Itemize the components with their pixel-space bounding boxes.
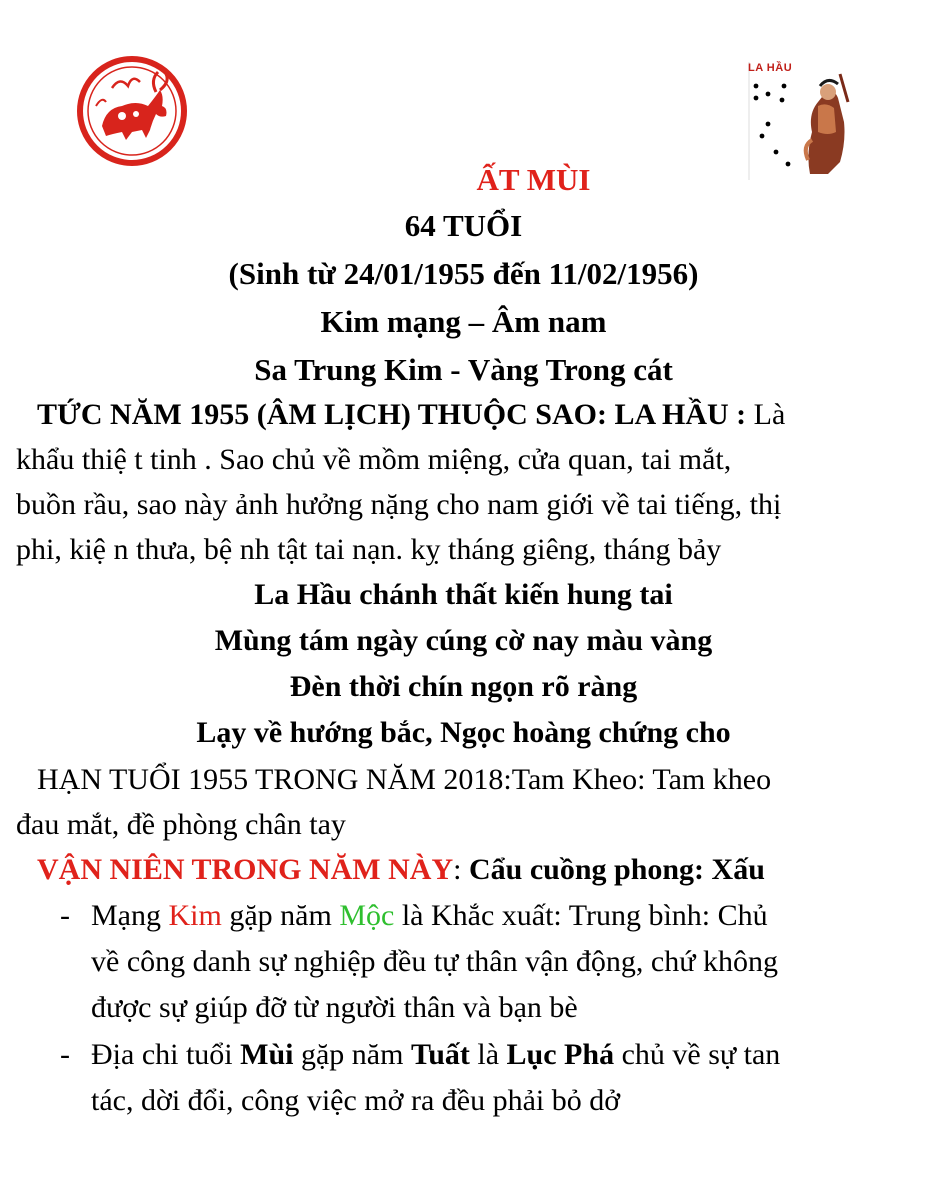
poem-line-4: Lạy về hướng bắc, Ngọc hoàng chứng cho — [196, 716, 731, 749]
birth-range: (Sinh từ 24/01/1955 đến 11/02/1956) — [228, 256, 699, 291]
han-tuoi-line-2: đau mắt, đề phòng chân tay — [16, 808, 346, 841]
van-nien-value: Cẩu cuồng phong: Xấu — [468, 853, 765, 886]
star-line-2: khẩu thiệ t tinh . Sao chủ về mồm miệng, cửa quan, tai mắt, — [16, 443, 732, 476]
bullet-2-line-2: tác, dời đổi, công việc mở ra đều phải bỏ dở — [91, 1084, 621, 1117]
luc-pha-word: Lục Phá — [506, 1038, 615, 1071]
bullet-1-post: là Khắc xuất: Trung bình: Chủ — [394, 899, 768, 932]
moc-word: Mộc — [339, 899, 395, 932]
element-line: Kim mạng – Âm nam — [320, 304, 607, 339]
van-nien-label: VẬN NIÊN TRONG NĂM NÀY — [37, 853, 454, 886]
kim-word: Kim — [168, 899, 222, 932]
bullet-2-mid2: là — [469, 1038, 507, 1071]
bullet-2-pre: Địa chi tuổi — [91, 1038, 241, 1071]
star-line-3: buồn rầu, sao này ảnh hưởng nặng cho nam giới về tai tiếng, thị — [16, 488, 782, 521]
van-nien-colon: : — [453, 853, 469, 886]
page-title: ẤT MÙI — [476, 162, 591, 197]
van-nien-line — [37, 853, 765, 887]
bullet-1-mid: gặp năm — [221, 899, 340, 932]
star-line-4: phi, kiệ n thưa, bệ nh tật tai nạn. kỵ tháng giêng, tháng bảy — [16, 533, 722, 566]
poem-line-2: Mùng tám ngày cúng cờ nay màu vàng — [214, 624, 713, 657]
age-line: 64 TUỔI — [404, 208, 523, 243]
han-tuoi-line-1: HẠN TUỔI 1955 TRONG NĂM 2018:Tam Kheo: Tam kheo — [37, 763, 772, 796]
poem-line-3: Đèn thời chín ngọn rõ ràng — [289, 670, 638, 703]
bullet-1-dash: - — [60, 899, 70, 932]
tuat-word: Tuất — [410, 1038, 470, 1071]
star-label: LA HẦU — [748, 62, 793, 74]
star-text-start: Là — [746, 398, 786, 431]
star-line-1 — [37, 398, 785, 432]
bullet-1-line-1 — [91, 899, 768, 933]
star-heading: TỨC NĂM 1955 (ÂM LỊCH) THUỘC SAO: LA HẦU : — [37, 398, 747, 431]
goat-seal-logo — [76, 56, 188, 166]
bullet-2-mid: gặp năm — [293, 1038, 411, 1071]
bullet-1-line-3: được sự giúp đỡ từ người thân và bạn bè — [91, 991, 578, 1024]
bullet-1-line-2: về công danh sự nghiệp đều tự thân vận động, chứ không — [91, 945, 778, 978]
element-name: Sa Trung Kim - Vàng Trong cát — [254, 352, 673, 387]
bullet-1-pre: Mạng — [91, 899, 169, 932]
bullet-2-line-1 — [91, 1038, 780, 1072]
bullet-2-dash: - — [60, 1038, 70, 1071]
mui-word: Mùi — [240, 1038, 294, 1071]
poem-line-1: La Hầu chánh thất kiến hung tai — [254, 578, 673, 611]
bullet-2-post: chủ về sự tan — [614, 1038, 781, 1071]
